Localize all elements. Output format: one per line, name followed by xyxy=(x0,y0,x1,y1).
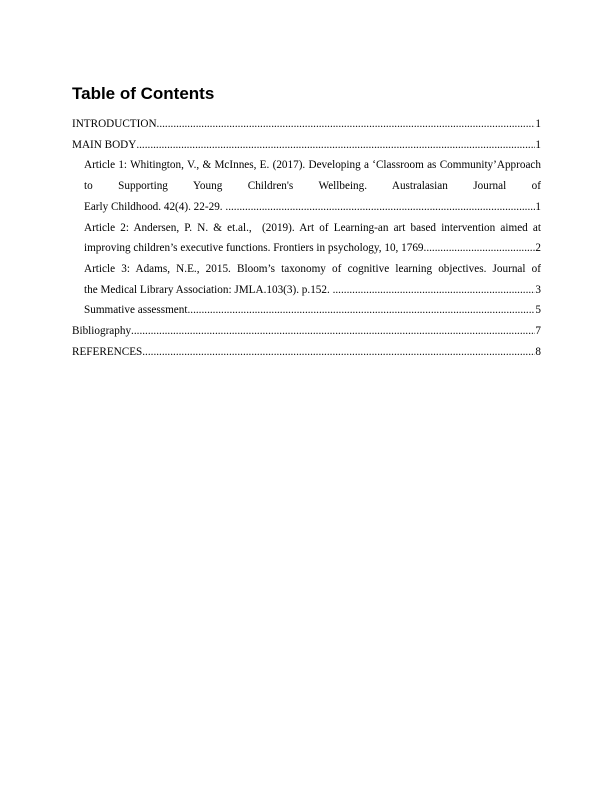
toc-page-number: 1 xyxy=(535,118,541,130)
toc-page-number: 1 xyxy=(535,200,541,213)
toc-entry-main-body[interactable] xyxy=(72,135,541,156)
dot-leader xyxy=(142,342,535,363)
toc-title: Table of Contents xyxy=(72,84,215,103)
dot-leader xyxy=(136,135,535,156)
toc-list xyxy=(72,114,541,362)
toc-entry-article-2[interactable] xyxy=(84,218,541,259)
toc-entry-text: REFERENCES xyxy=(72,345,143,358)
toc-entry-summative-assessment[interactable] xyxy=(84,300,541,321)
toc-entry-text: MAIN BODY xyxy=(72,138,137,151)
toc-page-number: 7 xyxy=(535,325,541,338)
toc-entry-text: Summative assessment xyxy=(84,304,188,317)
toc-entry-text-tail: the Medical Library Association: JMLA.103(3). p.152. xyxy=(84,283,333,296)
dot-leader xyxy=(187,300,535,321)
dot-leader xyxy=(131,321,535,342)
toc-page-number: 5 xyxy=(535,304,541,317)
toc-entry-article-1[interactable] xyxy=(84,155,541,217)
toc-page-number: 2 xyxy=(535,242,541,255)
toc-entry-text-tail: improving children’s executive functions. Frontiers in psychology, 10, 1769 xyxy=(84,242,424,255)
toc-entry-text: Bibliography xyxy=(72,325,132,338)
dot-leader xyxy=(333,280,536,301)
toc-entry-text: INTRODUCTION xyxy=(72,118,157,130)
toc-entry-article-3[interactable] xyxy=(84,259,541,300)
toc-entry-text: Article 1: Whitington, V., & McInnes, E. (2017). Developing a ‘Classroom as Community’Approach to Supporting Young Children's Wellbeing. Australasian Journal of xyxy=(84,159,541,193)
dot-leader xyxy=(424,238,536,259)
dot-leader xyxy=(225,197,535,218)
toc-entry-references[interactable] xyxy=(72,342,541,363)
toc-entry-text-tail: Early Childhood. 42(4). 22-29. xyxy=(84,200,226,213)
toc-entry-text: Article 2: Andersen, P. N. & et.al., (2019). Art of Learning-an art based intervention aimed at xyxy=(84,221,541,234)
toc-page-number: 1 xyxy=(535,138,541,151)
toc-page-number: 3 xyxy=(535,283,541,296)
toc-entry-introduction[interactable] xyxy=(72,114,541,135)
toc-entry-text: Article 3: Adams, N.E., 2015. Bloom’s taxonomy of cognitive learning objectives. Journal of xyxy=(84,262,541,275)
toc-entry-bibliography[interactable] xyxy=(72,321,541,342)
toc-page-number: 8 xyxy=(535,345,541,358)
dot-leader xyxy=(157,114,536,135)
